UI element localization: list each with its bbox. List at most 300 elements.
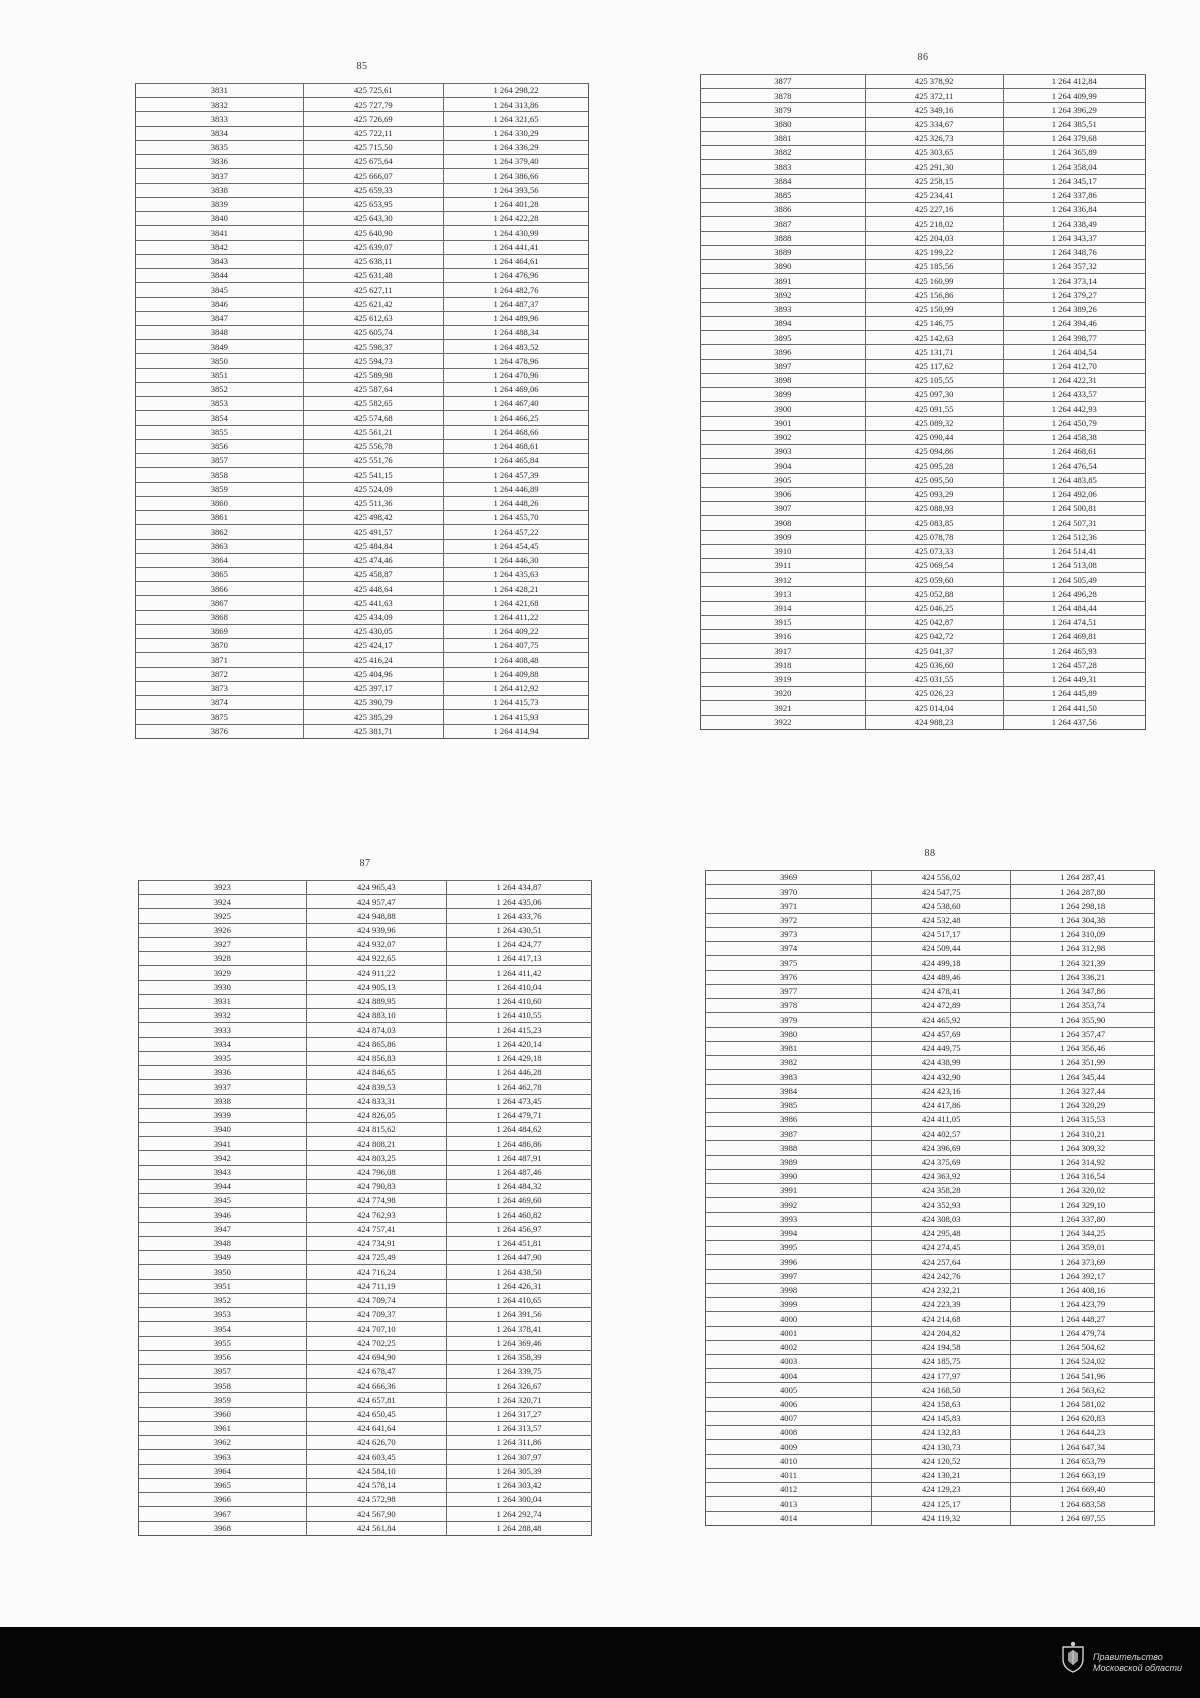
x-coordinate-cell: 425 643,30 <box>303 212 443 226</box>
point-number-cell: 3901 <box>701 416 866 430</box>
table-row <box>136 468 589 482</box>
table-row <box>701 274 1146 288</box>
point-number-cell: 3944 <box>139 1179 307 1193</box>
y-coordinate-cell: 1 264 320,02 <box>1011 1184 1155 1198</box>
y-coordinate-cell: 1 264 337,80 <box>1011 1212 1155 1226</box>
y-coordinate-cell: 1 264 437,56 <box>1003 715 1145 729</box>
table-row <box>136 667 589 681</box>
table-row <box>701 302 1146 316</box>
x-coordinate-cell: 425 659,33 <box>303 183 443 197</box>
x-coordinate-cell: 424 561,84 <box>306 1521 446 1535</box>
table-row <box>701 331 1146 345</box>
table-row <box>139 1322 592 1336</box>
point-number-cell: 3881 <box>701 131 866 145</box>
x-coordinate-cell: 424 572,98 <box>306 1493 446 1507</box>
point-number-cell: 4009 <box>706 1440 872 1454</box>
y-coordinate-cell: 1 264 476,96 <box>444 269 589 283</box>
table-row <box>701 160 1146 174</box>
table-row <box>706 1169 1155 1183</box>
table-row <box>136 681 589 695</box>
y-coordinate-cell: 1 264 358,39 <box>447 1350 592 1364</box>
table-row <box>139 1436 592 1450</box>
y-coordinate-cell: 1 264 379,68 <box>1003 131 1145 145</box>
point-number-cell: 3930 <box>139 980 307 994</box>
x-coordinate-cell: 425 541,15 <box>303 468 443 482</box>
x-coordinate-cell: 424 666,36 <box>306 1379 446 1393</box>
table-row <box>701 316 1146 330</box>
table-row <box>136 382 589 396</box>
x-coordinate-cell: 424 308,03 <box>872 1212 1011 1226</box>
table-row <box>706 885 1155 899</box>
table-row <box>701 430 1146 444</box>
x-coordinate-cell: 424 457,69 <box>872 1027 1011 1041</box>
x-coordinate-cell: 424 709,74 <box>306 1293 446 1307</box>
y-coordinate-cell: 1 264 385,51 <box>1003 117 1145 131</box>
table-row <box>706 1426 1155 1440</box>
point-number-cell: 3885 <box>701 188 866 202</box>
point-number-cell: 3966 <box>139 1493 307 1507</box>
point-number-cell: 3883 <box>701 160 866 174</box>
y-coordinate-cell: 1 264 454,45 <box>444 539 589 553</box>
x-coordinate-cell: 424 242,76 <box>872 1269 1011 1283</box>
page-87 <box>138 858 592 1536</box>
table-row <box>701 231 1146 245</box>
x-coordinate-cell: 424 932,07 <box>306 937 446 951</box>
point-number-cell: 3958 <box>139 1379 307 1393</box>
x-coordinate-cell: 425 097,30 <box>865 388 1003 402</box>
x-coordinate-cell: 424 556,02 <box>872 871 1011 885</box>
point-number-cell: 3927 <box>139 937 307 951</box>
point-number-cell: 3880 <box>701 117 866 131</box>
y-coordinate-cell: 1 264 513,08 <box>1003 558 1145 572</box>
x-coordinate-cell: 425 088,93 <box>865 502 1003 516</box>
table-row <box>706 1483 1155 1497</box>
y-coordinate-cell: 1 264 409,22 <box>444 624 589 638</box>
x-coordinate-cell: 424 396,69 <box>872 1141 1011 1155</box>
point-number-cell: 3924 <box>139 895 307 909</box>
y-coordinate-cell: 1 264 338,49 <box>1003 217 1145 231</box>
x-coordinate-cell: 425 185,56 <box>865 260 1003 274</box>
x-coordinate-cell: 425 524,09 <box>303 482 443 496</box>
x-coordinate-cell: 424 833,31 <box>306 1094 446 1108</box>
table-row <box>139 966 592 980</box>
table-row <box>136 539 589 553</box>
y-coordinate-cell: 1 264 357,47 <box>1011 1027 1155 1041</box>
table-row <box>706 1241 1155 1255</box>
point-number-cell: 3950 <box>139 1265 307 1279</box>
table-row <box>701 573 1146 587</box>
table-row <box>136 269 589 283</box>
table-row <box>136 425 589 439</box>
x-coordinate-cell: 424 185,75 <box>872 1354 1011 1368</box>
y-coordinate-cell: 1 264 479,74 <box>1011 1326 1155 1340</box>
y-coordinate-cell: 1 264 446,30 <box>444 553 589 567</box>
table-row <box>139 1194 592 1208</box>
y-coordinate-cell: 1 264 355,90 <box>1011 1013 1155 1027</box>
table-row <box>139 1464 592 1478</box>
table-row <box>701 530 1146 544</box>
point-number-cell: 3929 <box>139 966 307 980</box>
point-number-cell: 3856 <box>136 439 304 453</box>
x-coordinate-cell: 425 574,68 <box>303 411 443 425</box>
y-coordinate-cell: 1 264 492,06 <box>1003 487 1145 501</box>
table-row <box>136 525 589 539</box>
point-number-cell: 3987 <box>706 1127 872 1141</box>
y-coordinate-cell: 1 264 329,10 <box>1011 1198 1155 1212</box>
y-coordinate-cell: 1 264 500,81 <box>1003 502 1145 516</box>
point-number-cell: 3863 <box>136 539 304 553</box>
table-row <box>706 1383 1155 1397</box>
y-coordinate-cell: 1 264 365,89 <box>1003 146 1145 160</box>
table-row <box>701 359 1146 373</box>
table-row <box>136 567 589 581</box>
y-coordinate-cell: 1 264 410,55 <box>447 1009 592 1023</box>
y-coordinate-cell: 1 264 505,49 <box>1003 573 1145 587</box>
table-row <box>706 1283 1155 1297</box>
y-coordinate-cell: 1 264 410,60 <box>447 994 592 1008</box>
y-coordinate-cell: 1 264 310,21 <box>1011 1127 1155 1141</box>
y-coordinate-cell: 1 264 407,75 <box>444 639 589 653</box>
y-coordinate-cell: 1 264 451,81 <box>447 1236 592 1250</box>
x-coordinate-cell: 425 430,05 <box>303 624 443 638</box>
y-coordinate-cell: 1 264 343,37 <box>1003 231 1145 245</box>
y-coordinate-cell: 1 264 697,55 <box>1011 1511 1155 1525</box>
y-coordinate-cell: 1 264 304,38 <box>1011 913 1155 927</box>
x-coordinate-cell: 424 874,03 <box>306 1023 446 1037</box>
point-number-cell: 3938 <box>139 1094 307 1108</box>
table-row <box>701 687 1146 701</box>
y-coordinate-cell: 1 264 448,26 <box>444 496 589 510</box>
table-row <box>136 283 589 297</box>
point-number-cell: 3928 <box>139 952 307 966</box>
y-coordinate-cell: 1 264 457,39 <box>444 468 589 482</box>
x-coordinate-cell: 424 130,21 <box>872 1468 1011 1482</box>
point-number-cell: 3963 <box>139 1450 307 1464</box>
x-coordinate-cell: 424 465,92 <box>872 1013 1011 1027</box>
table-row <box>139 937 592 951</box>
y-coordinate-cell: 1 264 423,79 <box>1011 1298 1155 1312</box>
table-row <box>701 615 1146 629</box>
table-row <box>701 601 1146 615</box>
page-number: 85 <box>356 61 368 72</box>
point-number-cell: 3992 <box>706 1198 872 1212</box>
x-coordinate-cell: 424 411,05 <box>872 1112 1011 1126</box>
y-coordinate-cell: 1 264 482,76 <box>444 283 589 297</box>
point-number-cell: 3921 <box>701 701 866 715</box>
table-row <box>701 402 1146 416</box>
y-coordinate-cell: 1 264 653,79 <box>1011 1454 1155 1468</box>
table-row <box>136 511 589 525</box>
point-number-cell: 3939 <box>139 1108 307 1122</box>
y-coordinate-cell: 1 264 435,63 <box>444 567 589 581</box>
y-coordinate-cell: 1 264 408,48 <box>444 653 589 667</box>
point-number-cell: 3916 <box>701 630 866 644</box>
point-number-cell: 3933 <box>139 1023 307 1037</box>
y-coordinate-cell: 1 264 298,18 <box>1011 899 1155 913</box>
y-coordinate-cell: 1 264 316,54 <box>1011 1169 1155 1183</box>
table-row <box>701 131 1146 145</box>
x-coordinate-cell: 425 726,69 <box>303 112 443 126</box>
table-row <box>701 174 1146 188</box>
y-coordinate-cell: 1 264 663,19 <box>1011 1468 1155 1482</box>
x-coordinate-cell: 424 120,52 <box>872 1454 1011 1468</box>
x-coordinate-cell: 424 158,63 <box>872 1397 1011 1411</box>
point-number-cell: 4000 <box>706 1312 872 1326</box>
table-row <box>706 1198 1155 1212</box>
table-row <box>701 117 1146 131</box>
x-coordinate-cell: 424 547,75 <box>872 885 1011 899</box>
point-number-cell: 4004 <box>706 1369 872 1383</box>
point-number-cell: 3887 <box>701 217 866 231</box>
table-row <box>701 373 1146 387</box>
y-coordinate-cell: 1 264 337,86 <box>1003 188 1145 202</box>
y-coordinate-cell: 1 264 466,25 <box>444 411 589 425</box>
table-row <box>706 1155 1155 1169</box>
point-number-cell: 3835 <box>136 140 304 154</box>
point-number-cell: 3918 <box>701 658 866 672</box>
table-row <box>139 881 592 895</box>
point-number-cell: 3964 <box>139 1464 307 1478</box>
x-coordinate-cell: 425 404,96 <box>303 667 443 681</box>
table-row <box>706 1354 1155 1368</box>
point-number-cell: 3895 <box>701 331 866 345</box>
y-coordinate-cell: 1 264 321,39 <box>1011 956 1155 970</box>
x-coordinate-cell: 424 489,46 <box>872 970 1011 984</box>
y-coordinate-cell: 1 264 356,46 <box>1011 1041 1155 1055</box>
point-number-cell: 3891 <box>701 274 866 288</box>
point-number-cell: 3951 <box>139 1279 307 1293</box>
table-row <box>701 672 1146 686</box>
x-coordinate-cell: 424 517,17 <box>872 927 1011 941</box>
point-number-cell: 3838 <box>136 183 304 197</box>
table-row <box>139 1051 592 1065</box>
footer-caption <box>1093 1652 1182 1674</box>
point-number-cell: 3960 <box>139 1407 307 1421</box>
x-coordinate-cell: 424 204,82 <box>872 1326 1011 1340</box>
y-coordinate-cell: 1 264 447,90 <box>447 1251 592 1265</box>
y-coordinate-cell: 1 264 433,57 <box>1003 388 1145 402</box>
y-coordinate-cell: 1 264 345,17 <box>1003 174 1145 188</box>
x-coordinate-cell: 425 631,48 <box>303 269 443 283</box>
coat-of-arms-icon <box>1060 1641 1086 1678</box>
y-coordinate-cell: 1 264 353,74 <box>1011 999 1155 1013</box>
y-coordinate-cell: 1 264 358,04 <box>1003 160 1145 174</box>
x-coordinate-cell: 425 378,92 <box>865 75 1003 89</box>
point-number-cell: 3857 <box>136 454 304 468</box>
point-number-cell: 3861 <box>136 511 304 525</box>
y-coordinate-cell: 1 264 420,14 <box>447 1037 592 1051</box>
point-number-cell: 3902 <box>701 430 866 444</box>
table-row <box>139 1179 592 1193</box>
y-coordinate-cell: 1 264 288,48 <box>447 1521 592 1535</box>
x-coordinate-cell: 424 657,81 <box>306 1393 446 1407</box>
x-coordinate-cell: 424 796,08 <box>306 1165 446 1179</box>
x-coordinate-cell: 425 303,65 <box>865 146 1003 160</box>
y-coordinate-cell: 1 264 414,94 <box>444 724 589 738</box>
y-coordinate-cell: 1 264 484,44 <box>1003 601 1145 615</box>
point-number-cell: 3834 <box>136 126 304 140</box>
y-coordinate-cell: 1 264 446,28 <box>447 1066 592 1080</box>
x-coordinate-cell: 425 511,36 <box>303 496 443 510</box>
y-coordinate-cell: 1 264 644,23 <box>1011 1426 1155 1440</box>
x-coordinate-cell: 425 156,86 <box>865 288 1003 302</box>
y-coordinate-cell: 1 264 347,86 <box>1011 984 1155 998</box>
point-number-cell: 3940 <box>139 1122 307 1136</box>
x-coordinate-cell: 424 584,10 <box>306 1464 446 1478</box>
table-row <box>139 1350 592 1364</box>
table-row <box>139 1493 592 1507</box>
x-coordinate-cell: 424 578,14 <box>306 1478 446 1492</box>
table-row <box>136 197 589 211</box>
y-coordinate-cell: 1 264 404,54 <box>1003 345 1145 359</box>
x-coordinate-cell: 425 234,41 <box>865 188 1003 202</box>
x-coordinate-cell: 425 094,86 <box>865 445 1003 459</box>
point-number-cell: 3981 <box>706 1041 872 1055</box>
y-coordinate-cell: 1 264 394,46 <box>1003 316 1145 330</box>
y-coordinate-cell: 1 264 433,76 <box>447 909 592 923</box>
x-coordinate-cell: 424 223,39 <box>872 1298 1011 1312</box>
table-row <box>139 1364 592 1378</box>
x-coordinate-cell: 424 846,65 <box>306 1066 446 1080</box>
y-coordinate-cell: 1 264 487,91 <box>447 1151 592 1165</box>
table-row <box>139 994 592 1008</box>
point-number-cell: 3946 <box>139 1208 307 1222</box>
y-coordinate-cell: 1 264 435,06 <box>447 895 592 909</box>
x-coordinate-cell: 424 257,64 <box>872 1255 1011 1269</box>
x-coordinate-cell: 425 117,62 <box>865 359 1003 373</box>
x-coordinate-cell: 424 358,28 <box>872 1184 1011 1198</box>
table-row <box>139 1023 592 1037</box>
table-row <box>136 639 589 653</box>
table-row <box>139 1308 592 1322</box>
x-coordinate-cell: 425 091,55 <box>865 402 1003 416</box>
y-coordinate-cell: 1 264 462,78 <box>447 1080 592 1094</box>
point-number-cell: 3872 <box>136 667 304 681</box>
point-number-cell: 3870 <box>136 639 304 653</box>
point-number-cell: 3847 <box>136 311 304 325</box>
point-number-cell: 3962 <box>139 1436 307 1450</box>
x-coordinate-cell: 425 095,28 <box>865 459 1003 473</box>
point-number-cell: 3894 <box>701 316 866 330</box>
table-row <box>701 487 1146 501</box>
table-row <box>136 696 589 710</box>
table-row <box>136 84 589 98</box>
table-row <box>706 1184 1155 1198</box>
point-number-cell: 3999 <box>706 1298 872 1312</box>
x-coordinate-cell: 424 130,73 <box>872 1440 1011 1454</box>
point-number-cell: 3957 <box>139 1364 307 1378</box>
table-row <box>706 871 1155 885</box>
table-row <box>706 1497 1155 1511</box>
point-number-cell: 3961 <box>139 1421 307 1435</box>
y-coordinate-cell: 1 264 357,32 <box>1003 260 1145 274</box>
table-row <box>136 653 589 667</box>
table-row <box>139 1251 592 1265</box>
point-number-cell: 3941 <box>139 1137 307 1151</box>
y-coordinate-cell: 1 264 483,52 <box>444 340 589 354</box>
table-row <box>136 596 589 610</box>
y-coordinate-cell: 1 264 468,61 <box>1003 445 1145 459</box>
point-number-cell: 3878 <box>701 89 866 103</box>
y-coordinate-cell: 1 264 441,50 <box>1003 701 1145 715</box>
y-coordinate-cell: 1 264 467,40 <box>444 397 589 411</box>
table-row <box>701 416 1146 430</box>
y-coordinate-cell: 1 264 489,96 <box>444 311 589 325</box>
point-number-cell: 3937 <box>139 1080 307 1094</box>
x-coordinate-cell: 425 227,16 <box>865 203 1003 217</box>
table-row <box>136 240 589 254</box>
x-coordinate-cell: 424 168,50 <box>872 1383 1011 1397</box>
x-coordinate-cell: 425 089,32 <box>865 416 1003 430</box>
table-row <box>706 1440 1155 1454</box>
table-row <box>139 1379 592 1393</box>
y-coordinate-cell: 1 264 448,27 <box>1011 1312 1155 1326</box>
y-coordinate-cell: 1 264 313,57 <box>447 1421 592 1435</box>
point-number-cell: 3871 <box>136 653 304 667</box>
y-coordinate-cell: 1 264 563,62 <box>1011 1383 1155 1397</box>
table-row <box>136 311 589 325</box>
table-row <box>136 183 589 197</box>
y-coordinate-cell: 1 264 460,82 <box>447 1208 592 1222</box>
point-number-cell: 3947 <box>139 1222 307 1236</box>
y-coordinate-cell: 1 264 391,56 <box>447 1308 592 1322</box>
y-coordinate-cell: 1 264 487,46 <box>447 1165 592 1179</box>
x-coordinate-cell: 425 042,72 <box>865 630 1003 644</box>
y-coordinate-cell: 1 264 430,99 <box>444 226 589 240</box>
point-number-cell: 3866 <box>136 582 304 596</box>
point-number-cell: 3910 <box>701 544 866 558</box>
table-row <box>136 297 589 311</box>
table-row <box>706 1340 1155 1354</box>
point-number-cell: 4003 <box>706 1354 872 1368</box>
footer-line-1: Правительство <box>1093 1652 1163 1662</box>
x-coordinate-cell: 424 438,99 <box>872 1056 1011 1070</box>
x-coordinate-cell: 425 069,54 <box>865 558 1003 572</box>
x-coordinate-cell: 424 856,83 <box>306 1051 446 1065</box>
table-row <box>139 1009 592 1023</box>
point-number-cell: 3831 <box>136 84 304 98</box>
table-row <box>706 913 1155 927</box>
x-coordinate-cell: 424 472,89 <box>872 999 1011 1013</box>
point-number-cell: 3968 <box>139 1521 307 1535</box>
point-number-cell: 3991 <box>706 1184 872 1198</box>
table-row <box>701 388 1146 402</box>
y-coordinate-cell: 1 264 336,29 <box>444 140 589 154</box>
x-coordinate-cell: 425 131,71 <box>865 345 1003 359</box>
x-coordinate-cell: 425 334,67 <box>865 117 1003 131</box>
point-number-cell: 3879 <box>701 103 866 117</box>
table-row <box>706 942 1155 956</box>
point-number-cell: 3836 <box>136 155 304 169</box>
point-number-cell: 3840 <box>136 212 304 226</box>
table-row <box>136 710 589 724</box>
x-coordinate-cell: 425 390,79 <box>303 696 443 710</box>
table-row <box>706 956 1155 970</box>
point-number-cell: 3996 <box>706 1255 872 1269</box>
y-coordinate-cell: 1 264 442,93 <box>1003 402 1145 416</box>
x-coordinate-cell: 424 402,57 <box>872 1127 1011 1141</box>
table-row <box>136 439 589 453</box>
point-number-cell: 3986 <box>706 1112 872 1126</box>
y-coordinate-cell: 1 264 647,34 <box>1011 1440 1155 1454</box>
x-coordinate-cell: 424 757,41 <box>306 1222 446 1236</box>
point-number-cell: 3911 <box>701 558 866 572</box>
point-number-cell: 3905 <box>701 473 866 487</box>
y-coordinate-cell: 1 264 409,99 <box>1003 89 1145 103</box>
x-coordinate-cell: 425 627,11 <box>303 283 443 297</box>
table-row <box>136 496 589 510</box>
point-number-cell: 3892 <box>701 288 866 302</box>
